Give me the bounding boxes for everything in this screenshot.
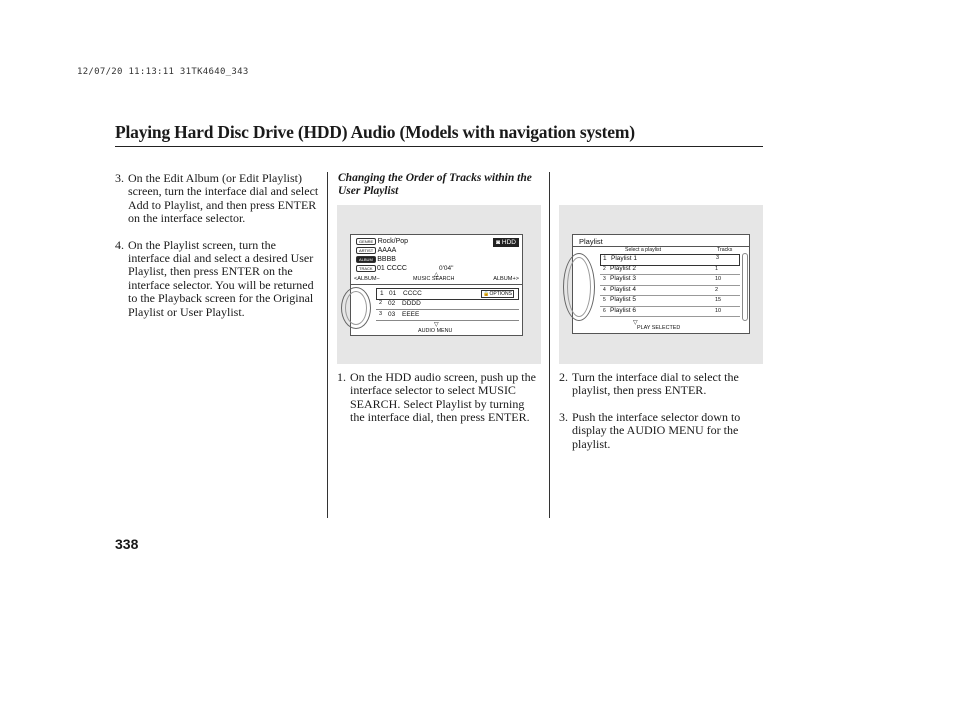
- track-index: 1: [380, 290, 384, 297]
- left-column-text: [115, 172, 319, 332]
- left-step-3: [115, 172, 319, 226]
- track-name: EEEE: [402, 311, 420, 318]
- playlist-name: Playlist 1: [611, 255, 638, 262]
- track-index: 3: [379, 311, 383, 317]
- playlist-row[interactable]: [600, 275, 740, 286]
- column-divider-right: [549, 172, 550, 518]
- right-step-2: [559, 371, 759, 398]
- track-row[interactable]: [376, 299, 519, 310]
- artist-badge: ARTIST: [356, 247, 376, 254]
- genre-badge: GENRE: [356, 238, 376, 245]
- print-timestamp: 12/07/20 11:13:11 31TK4640_343: [77, 67, 249, 77]
- playlist-index: 4: [603, 286, 606, 293]
- playlist-track-count: 15: [715, 297, 722, 303]
- track-name: DDDD: [402, 300, 421, 307]
- step-text: Push the interface selector down to display the AUDIO MENU for the playlist.: [572, 409, 741, 451]
- playlist-name: Playlist 4: [610, 285, 637, 293]
- step-number: 4.: [115, 237, 124, 252]
- elapsed-time: 0'04": [439, 265, 454, 272]
- playlist-list: [600, 254, 740, 318]
- playlist-screen-title: Playlist: [579, 237, 603, 246]
- track-row[interactable]: [376, 310, 519, 321]
- playlist-name: Playlist 3: [610, 275, 637, 282]
- album-prev-button[interactable]: <ALBUM−: [354, 276, 380, 282]
- step-number: 2.: [559, 370, 568, 384]
- playlist-row[interactable]: [600, 286, 740, 297]
- source-label: HDD: [501, 239, 516, 246]
- playlist-index: 5: [603, 297, 606, 303]
- track-value: 01 CCCC: [377, 265, 407, 272]
- playlist-index: 2: [603, 265, 606, 272]
- hdd-audio-screen: [350, 234, 523, 336]
- playlist-row[interactable]: [600, 265, 740, 276]
- section-subheading: Changing the Order of Tracks within the User Playlist: [338, 172, 532, 198]
- track-name: CCCC: [403, 290, 422, 297]
- page-number: 338: [115, 536, 139, 552]
- down-arrow-icon: ▽: [633, 319, 638, 326]
- playlist-row[interactable]: [600, 307, 740, 318]
- album-value: BBBB: [377, 256, 396, 263]
- title-rule: [115, 146, 763, 147]
- step-number: 3.: [115, 171, 124, 185]
- playlist-track-count: 10: [715, 307, 722, 314]
- right-column-text: [559, 371, 759, 464]
- playlist-track-count: 3: [716, 255, 720, 261]
- options-label: OPTIONS: [489, 291, 512, 297]
- disc-icon: ◙: [496, 239, 501, 246]
- track-number: 01: [389, 290, 397, 297]
- lock-icon: 🔒: [483, 291, 490, 297]
- track-number: 03: [388, 311, 396, 318]
- right-step-3: [559, 411, 759, 451]
- step-number: 1.: [337, 370, 346, 384]
- middle-column-text: [337, 371, 540, 438]
- hdd-screen-panel: [337, 205, 541, 364]
- dial-graphic-inner: [567, 257, 591, 317]
- middle-step-1: [337, 371, 540, 425]
- playlist-screen-panel: [559, 205, 763, 364]
- step-text: Turn the interface dial to select the playlist, then press ENTER.: [572, 370, 739, 398]
- step-text: On the HDD audio screen, push up the interface selector to select MUSIC SEARCH. Select Playlist by turning the interface dial, then press ENTER.: [350, 370, 536, 425]
- track-index: 2: [379, 300, 383, 306]
- track-number: 02: [388, 300, 396, 307]
- album-next-button[interactable]: ALBUM+>: [493, 276, 519, 282]
- playlist-index: 1: [603, 255, 607, 262]
- tracks-column-header: Tracks: [717, 247, 733, 253]
- play-selected-button[interactable]: PLAY SELECTED: [637, 325, 681, 331]
- audio-menu-button[interactable]: AUDIO MENU: [418, 328, 453, 334]
- track-badge: TRACK: [356, 265, 376, 272]
- hdd-source-badge: [493, 238, 519, 247]
- page-title: Playing Hard Disc Drive (HDD) Audio (Models with navigation system): [115, 122, 635, 142]
- step-text: On the Playlist screen, turn the interface dial and select a desired User Playlist, then press ENTER on the interface selector. You will be returned to the Playback screen for the Original Playlist or User Playlist.: [128, 237, 314, 319]
- music-search-button[interactable]: MUSIC SEARCH: [413, 276, 455, 282]
- track-list: [376, 288, 519, 323]
- genre-value: Rock/Pop: [377, 238, 409, 245]
- playlist-screen: [572, 234, 750, 334]
- playlist-name: Playlist 2: [610, 264, 637, 272]
- album-badge: ALBUM: [356, 256, 376, 263]
- left-step-4: [115, 239, 319, 319]
- playlist-name: Playlist 6: [610, 306, 637, 314]
- down-arrow-icon: ▽: [434, 321, 439, 328]
- column-divider-left: [327, 172, 328, 518]
- genre-row: [356, 238, 408, 245]
- playlist-index: 6: [603, 307, 606, 314]
- scrollbar[interactable]: [742, 253, 748, 321]
- playlist-name: Playlist 5: [610, 296, 637, 303]
- step-text: On the Edit Album (or Edit Playlist) screen, turn the interface dial and select Add to Playlist, and then press ENTER on the interface selector.: [128, 171, 319, 226]
- options-button[interactable]: [481, 290, 514, 298]
- step-number: 3.: [559, 409, 568, 424]
- dial-graphic-inner: [345, 291, 367, 325]
- artist-row: [356, 247, 396, 254]
- up-arrow-icon: △: [434, 271, 439, 278]
- artist-value: AAAA: [377, 247, 397, 254]
- playlist-track-count: 1: [715, 265, 719, 272]
- playlist-track-count: 10: [715, 276, 722, 282]
- playlist-track-count: 2: [715, 286, 719, 293]
- track-row: [356, 265, 407, 272]
- info-divider: [351, 284, 522, 285]
- playlist-index: 3: [603, 276, 606, 282]
- select-playlist-label: Select a playlist: [625, 247, 662, 253]
- album-row: [356, 256, 396, 263]
- playlist-row[interactable]: [600, 296, 740, 307]
